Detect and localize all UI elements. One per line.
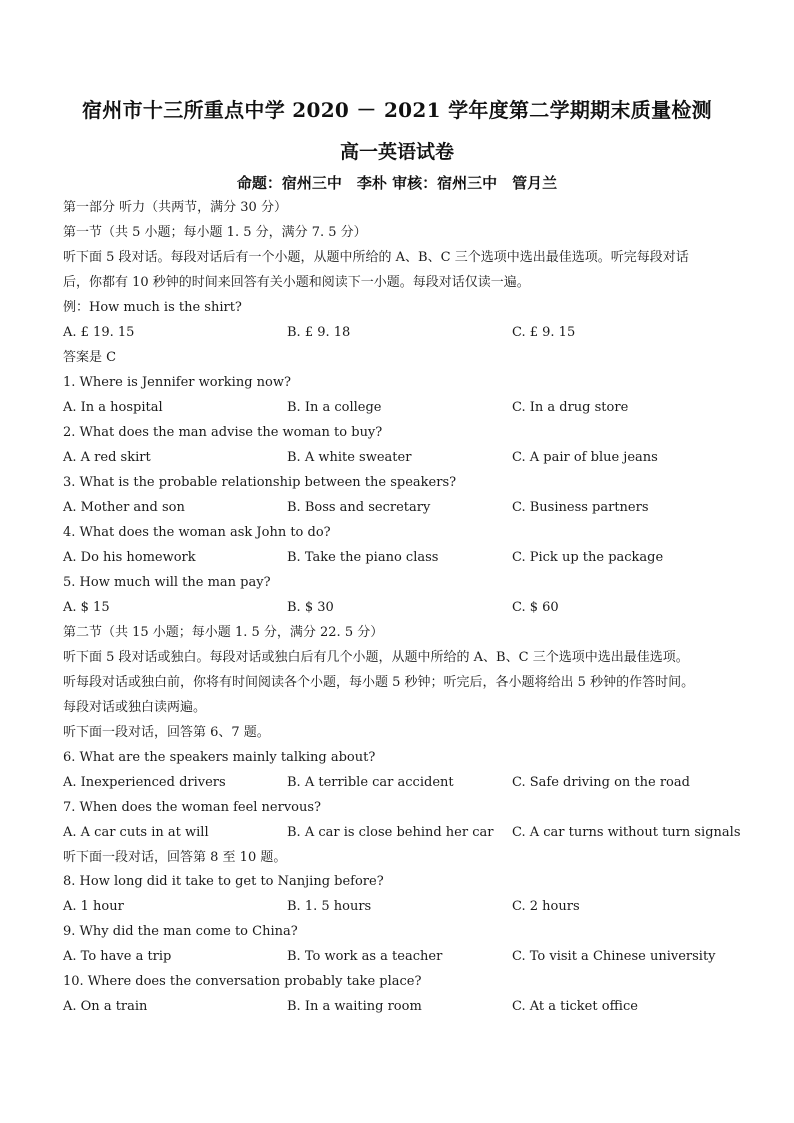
- group-heading: 听下面一段对话，回答第 8 至 10 题。: [63, 850, 287, 865]
- option-c: C. Pick up the package: [512, 550, 664, 565]
- option-c: C. 2 hours: [512, 899, 580, 914]
- option-b: B. A car is close behind her car: [287, 825, 494, 840]
- option-b: B. £ 9. 18: [287, 325, 351, 340]
- option-a: A. A red skirt: [63, 450, 151, 465]
- option-a: A. £ 19. 15: [63, 325, 135, 340]
- section2-instructions-1: 听下面 5 段对话或独白。每段对话或独白后有几个小题，从题中所给的 A、B、C 三个选项中选出最佳选项。: [63, 650, 689, 665]
- option-b: B. A terrible car accident: [287, 775, 454, 790]
- option-b: B. 1. 5 hours: [287, 899, 372, 914]
- section1-instructions-2: 后，你都有 10 秒钟的时间来回答有关小题和阅读下一小题。每段对话仅读一遍。: [63, 275, 530, 290]
- question-text: 3. What is the probable relationship between the speakers?: [63, 475, 457, 490]
- option-a: A. Do his homework: [63, 550, 196, 565]
- option-b: B. In a college: [287, 400, 382, 415]
- question-text: 6. What are the speakers mainly talking about?: [63, 750, 376, 765]
- example-question: 例：How much is the shirt?: [63, 300, 242, 315]
- question-text: 2. What does the man advise the woman to buy?: [63, 425, 383, 440]
- question-text: 7. When does the woman feel nervous?: [63, 800, 322, 815]
- option-c: C. Business partners: [512, 500, 649, 515]
- option-a: A. $ 15: [63, 600, 110, 615]
- section2-instructions-3: 每段对话或独白读两遍。: [63, 700, 207, 715]
- part1-heading: 第一部分 听力（共两节，满分 30 分）: [63, 200, 287, 215]
- exam-title: 宿州市十三所重点中学 2020 － 2021 学年度第二学期期末质量检测: [82, 98, 712, 122]
- option-b: B. Take the piano class: [287, 550, 439, 565]
- option-b: B. A white sweater: [287, 450, 412, 465]
- question-text: 4. What does the woman ask John to do?: [63, 525, 331, 540]
- group-heading: 听下面一段对话，回答第 6、7 题。: [63, 725, 270, 740]
- section2-instructions-2: 听每段对话或独白前，你将有时间阅读各个小题，每小题 5 秒钟；听完后，各小题将给出 5 秒钟的作答时间。: [63, 675, 695, 690]
- option-b: B. To work as a teacher: [287, 949, 443, 964]
- option-a: A. On a train: [63, 999, 148, 1014]
- option-a: A. A car cuts in at will: [63, 825, 209, 840]
- option-c: C. Safe driving on the road: [512, 775, 690, 790]
- option-c: C. A car turns without turn signals: [512, 825, 741, 840]
- question-text: 10. Where does the conversation probably take place?: [63, 974, 422, 989]
- option-c: C. £ 9. 15: [512, 325, 576, 340]
- exam-authors: 命题：宿州三中 李朴 审核：宿州三中 管月兰: [236, 174, 558, 192]
- option-a: A. 1 hour: [63, 899, 124, 914]
- option-a: A. To have a trip: [63, 949, 172, 964]
- section1-instructions-1: 听下面 5 段对话。每段对话后有一个小题，从题中所给的 A、B、C 三个选项中选出最佳选项。听完每段对话: [63, 250, 689, 265]
- option-c: C. A pair of blue jeans: [512, 450, 658, 465]
- option-a: A. Inexperienced drivers: [63, 775, 226, 790]
- question-text: 8. How long did it take to get to Nanjing before?: [63, 874, 384, 889]
- option-c: C. $ 60: [512, 600, 559, 615]
- option-c: C. To visit a Chinese university: [512, 949, 716, 964]
- question-text: 1. Where is Jennifer working now?: [63, 375, 291, 390]
- option-c: C. In a drug store: [512, 400, 629, 415]
- question-text: 9. Why did the man come to China?: [63, 924, 298, 939]
- option-a: A. Mother and son: [63, 500, 185, 515]
- section2-heading: 第二节（共 15 小题；每小题 1. 5 分，满分 22. 5 分）: [63, 625, 384, 640]
- section1-heading: 第一节（共 5 小题；每小题 1. 5 分，满分 7. 5 分）: [63, 225, 367, 240]
- question-text: 5. How much will the man pay?: [63, 575, 271, 590]
- option-a: A. In a hospital: [63, 400, 163, 415]
- option-c: C. At a ticket office: [512, 999, 638, 1014]
- option-b: B. In a waiting room: [287, 999, 422, 1014]
- option-b: B. $ 30: [287, 600, 334, 615]
- option-b: B. Boss and secretary: [287, 500, 431, 515]
- exam-subtitle: 高一英语试卷: [339, 141, 454, 163]
- example-answer: 答案是 C: [63, 350, 117, 365]
